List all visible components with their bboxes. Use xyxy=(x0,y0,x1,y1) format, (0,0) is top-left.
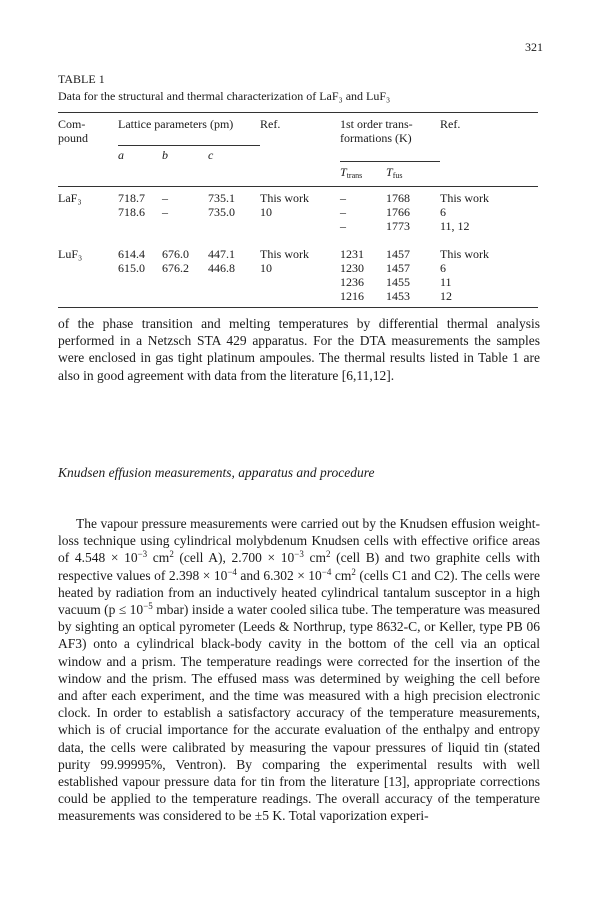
table-row xyxy=(58,261,538,275)
cell-b: – xyxy=(162,191,168,205)
cell-compound: LaF₃ xyxy=(58,191,82,205)
cell-compound: LuF₃ xyxy=(58,247,83,261)
cell-ref1: This work xyxy=(260,191,309,205)
header-ref1: Ref. xyxy=(260,113,340,146)
header-compound: Com- pound xyxy=(58,113,118,146)
cell-t-fus: 1457 xyxy=(386,247,410,261)
cell-compound xyxy=(58,205,118,219)
cell-t-trans: – xyxy=(340,191,346,205)
cell-ref2: 11 xyxy=(440,275,452,289)
cell-ref1 xyxy=(260,219,340,233)
table-row xyxy=(58,219,538,233)
cell-c xyxy=(208,219,260,233)
header-transformations: 1st order trans- formations (K) xyxy=(340,113,440,146)
cell-c xyxy=(208,275,260,289)
cell-a xyxy=(118,275,162,289)
cell-a: 718.6 xyxy=(118,205,145,219)
cell-t-trans: 1231 xyxy=(340,247,364,261)
cell-compound xyxy=(58,289,118,303)
cell-b: 676.0 xyxy=(162,247,189,261)
cell-a: 614.4 xyxy=(118,247,145,261)
cell-c xyxy=(208,289,260,303)
table-row xyxy=(58,187,538,206)
cell-b xyxy=(162,219,208,233)
section-heading: Knudsen effusion measurements, apparatus and procedure xyxy=(58,465,375,480)
header-a: a xyxy=(118,145,162,162)
cell-compound xyxy=(58,275,118,289)
cell-t-fus: 1457 xyxy=(386,261,410,275)
table-row xyxy=(58,289,538,303)
page-number: 321 xyxy=(525,40,543,54)
cell-t-fus: 1768 xyxy=(386,191,410,205)
cell-t-trans: 1236 xyxy=(340,275,364,289)
cell-t-fus: 1453 xyxy=(386,289,410,303)
cell-compound xyxy=(58,261,118,275)
cell-b xyxy=(162,289,208,303)
cell-c: 446.8 xyxy=(208,261,235,275)
table-label: TABLE 1 xyxy=(58,72,105,86)
cell-a xyxy=(118,289,162,303)
cell-c: 735.0 xyxy=(208,205,235,219)
cell-a xyxy=(118,219,162,233)
cell-t-trans: 1230 xyxy=(340,261,364,275)
header-lattice: Lattice parameters (pm) xyxy=(118,113,260,146)
table-caption: Data for the structural and thermal characterization of LaF₃ and LuF₃ xyxy=(58,89,391,103)
header-t-fus: $T_{fus}$ xyxy=(386,162,440,187)
cell-b: 676.2 xyxy=(162,261,189,275)
cell-ref2: This work xyxy=(440,247,489,261)
cell-ref1: 10 xyxy=(260,261,272,275)
cell-c: 735.1 xyxy=(208,191,235,205)
cell-t-fus: 1766 xyxy=(386,205,410,219)
paragraph-1: of the phase transition and melting temperatures by differential thermal analysis performed in a Netzsch STA 429 apparatus. For the DTA measurements the samples were enclosed in gas tight platinum ampoules. The thermal results listed in Table 1 are also in good agreement with data from the literature [6,11,12]. xyxy=(58,316,540,383)
cell-t-fus: 1455 xyxy=(386,275,410,289)
paragraph-2: The vapour pressure measurements were carried out by the Knudsen effusion weight-loss technique using cylindrical molybdenum Knudsen cells with effective orifice areas of $4.548 \times 10^{-3}$ $cm^2$ (cell A), $2.700 \times 10^{-3}$ $cm^2$ (cell B) and two graphite cells with respective values of $2.398 \times 10^{-4}$ and $6.302 \times 10^{-4}$ $cm^2$ (cells C1 and C2). The cells were heated by radiation from an inductively heated cylindrical tantalum susceptor in a high vacuum ($p \le 10^{-5}$ mbar) inside a water cooled silica tube. The temperature was measured by sighting an optical pyrometer (Leeds & Northrup, type 8632-C, or Keller, type PB 06 AF3) onto a cylindrical black-body cavity in the bottom of the cell via an optical window and a prism. The temperature readings were corrected for the insertion of the window and the prism. The effused mass was determined by weighing the cell before and after each experiment, and the time was measured with a high precision electronic clock. In order to establish a satisfactory accuracy of the temperature measurements, which is of crucial importance for the accurate evaluation of the enthalpy and entropy data, the cells were calibrated by measuring the vapour pressures of liquid tin (stated purity 99.99995%, Ventron). By comparing the experimental results with well established vapour pressure data for tin from the literature [13], appropriate corrections could be applied to the temperature readings. The overall accuracy of the temperature measurements was considered to be ±5 K. Total vaporization experi- xyxy=(58,516,541,824)
header-t-trans: $T_{trans}$ xyxy=(340,162,386,187)
cell-compound xyxy=(58,219,118,233)
cell-a: 718.7 xyxy=(118,191,145,205)
table-row xyxy=(58,205,538,219)
cell-b xyxy=(162,275,208,289)
cell-t-trans: 1216 xyxy=(340,289,364,303)
cell-ref1: 10 xyxy=(260,205,272,219)
cell-ref2: This work xyxy=(440,191,489,205)
cell-c: 447.1 xyxy=(208,247,235,261)
cell-t-trans: – xyxy=(340,205,346,219)
cell-a: 615.0 xyxy=(118,261,145,275)
table-row xyxy=(58,275,538,289)
cell-ref2: 12 xyxy=(440,289,452,303)
cell-ref2: 6 xyxy=(440,261,446,275)
header-b: b xyxy=(162,145,208,162)
cell-ref2: 6 xyxy=(440,205,446,219)
cell-t-fus: 1773 xyxy=(386,219,410,233)
cell-ref2: 11, 12 xyxy=(440,219,470,233)
table-bottom-rule xyxy=(58,307,538,308)
cell-ref1: This work xyxy=(260,247,309,261)
header-c: c xyxy=(208,145,260,162)
cell-b: – xyxy=(162,205,168,219)
data-table xyxy=(58,112,538,308)
cell-ref1 xyxy=(260,275,340,289)
header-ref2: Ref. xyxy=(440,113,538,146)
cell-ref1 xyxy=(260,289,340,303)
table-row xyxy=(58,233,538,261)
cell-t-trans: – xyxy=(340,219,346,233)
